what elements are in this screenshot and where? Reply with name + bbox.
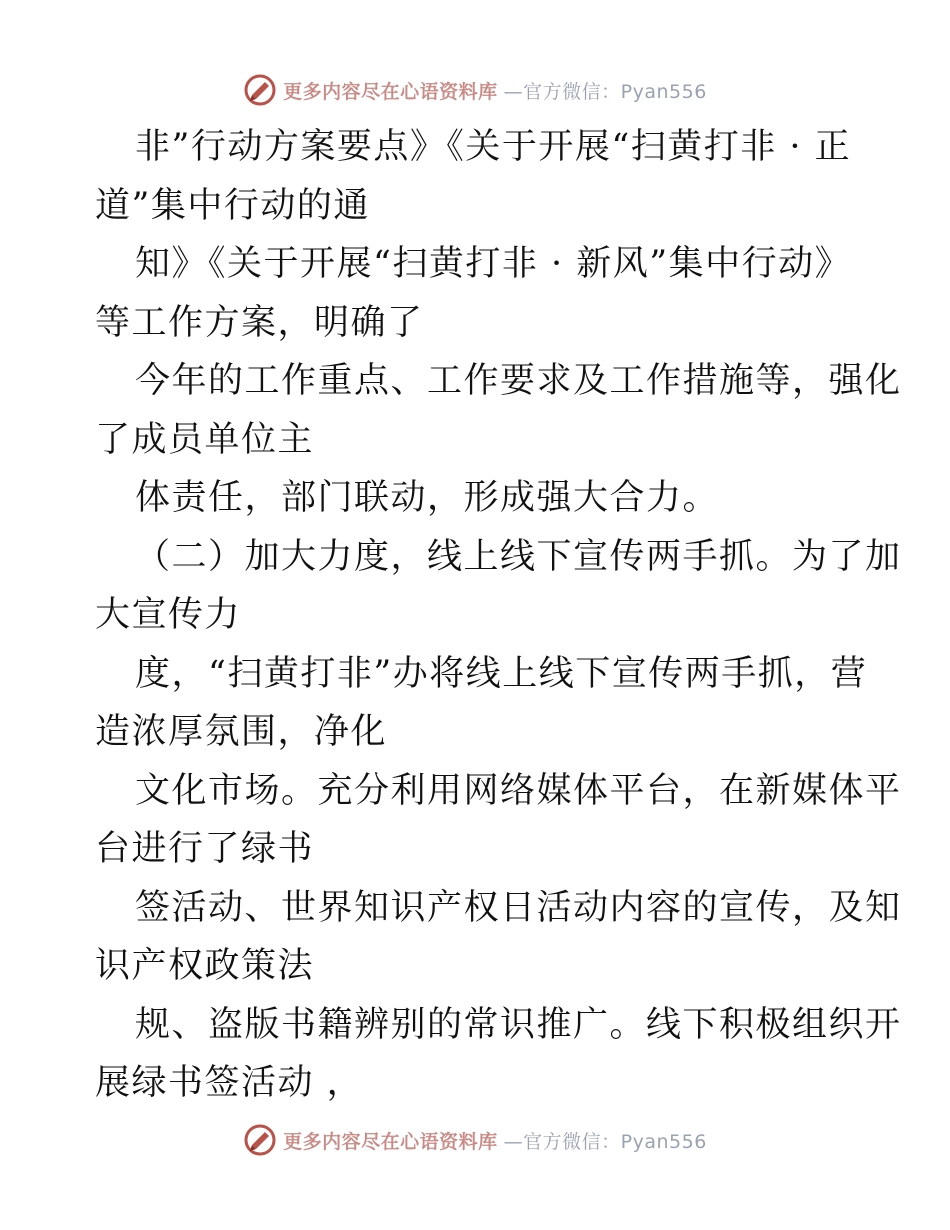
text-line: 知》《关于开展“扫黄打非 · 新风”集中行动》 xyxy=(135,244,852,284)
text-line: 等工作方案，明确了 xyxy=(95,302,424,343)
text-line: 今年的工作重点、工作要求及工作措施等，强化 xyxy=(135,361,902,401)
watermark-text-main: 更多内容尽在心语资料库 xyxy=(283,1130,498,1153)
watermark-text-main: 更多内容尽在心语资料库 xyxy=(283,80,498,103)
text-line: 签活动、世界知识产权日活动内容的宣传，及知 xyxy=(135,887,902,928)
text-line: 识产权政策法 xyxy=(95,946,315,986)
logo-icon xyxy=(243,1123,277,1157)
header-watermark xyxy=(0,70,950,110)
text-line: 大宣传力 xyxy=(95,595,242,635)
text-line: 台进行了绿书 xyxy=(95,829,315,869)
watermark-text-sub: —官方微信：Pyan556 xyxy=(503,1130,707,1153)
text-line: 文化市场。充分利用网络媒体平台，在新媒体平 xyxy=(135,770,902,811)
logo-icon xyxy=(243,73,277,107)
text-line: 道”集中行动的通 xyxy=(95,185,370,226)
text-line: 度，“扫黄打非”办将线上线下宣传两手抓，营 xyxy=(135,653,868,694)
text-line: （二）加大力度，线上线下宣传两手抓。为了加 xyxy=(135,536,902,577)
text-line: 了成员单位主 xyxy=(95,419,315,460)
text-line: 体责任，部门联动，形成强大合力。 xyxy=(135,478,720,518)
watermark-text-sub: —官方微信：Pyan556 xyxy=(503,80,707,103)
document-body xyxy=(95,118,902,1113)
text-line: 造浓厚氛围，净化 xyxy=(95,712,388,752)
footer-watermark xyxy=(0,1120,950,1160)
text-line: 非”行动方案要点》《关于开展“扫黄打非 · 正 xyxy=(135,127,852,167)
text-line: 规、盗版书籍辨别的常识推广。线下积极组织开 xyxy=(135,1004,902,1045)
text-line: 展绿书签活动 ， xyxy=(95,1063,364,1103)
